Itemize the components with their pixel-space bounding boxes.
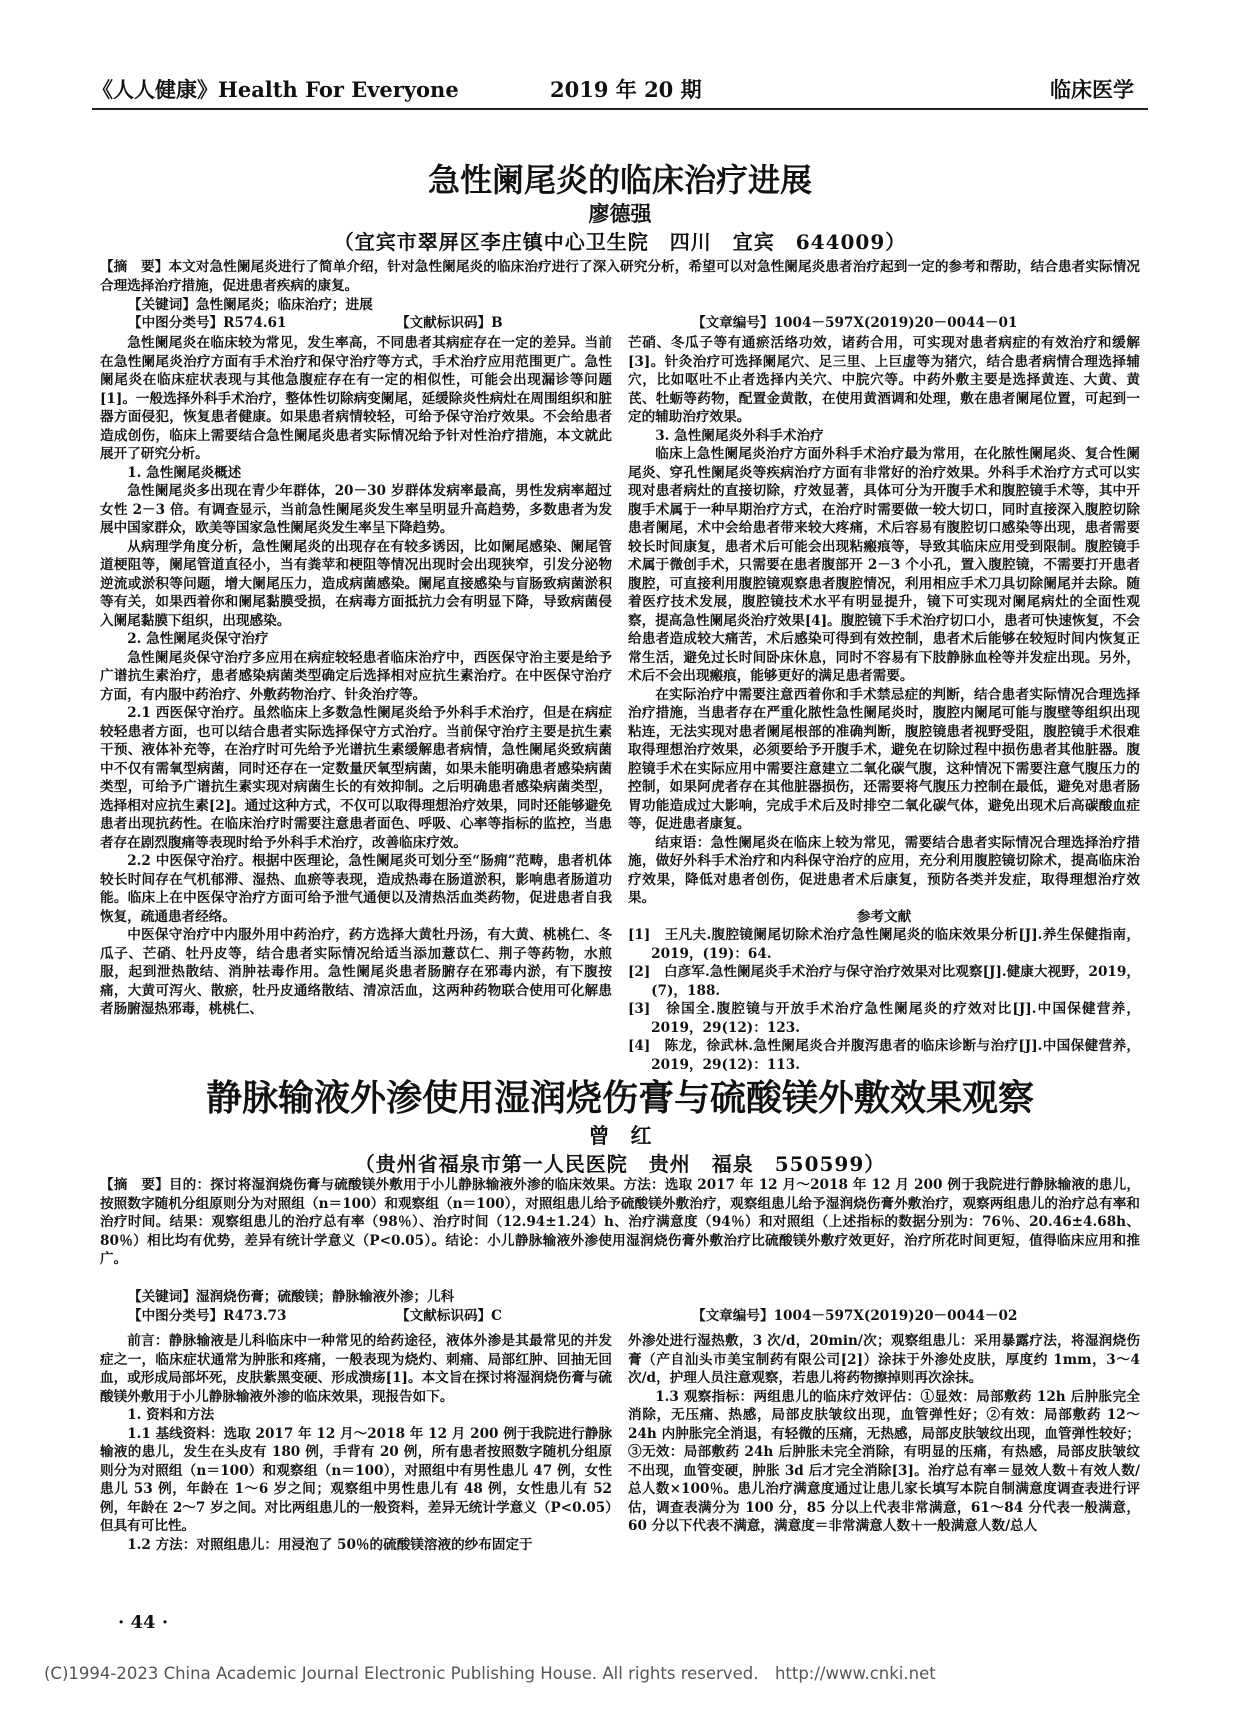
article2-affiliation: （贵州省福泉市第一人民医院 贵州 福泉 550599） — [354, 1152, 886, 1176]
paragraph: 临床上急性阑尾炎治疗方面外科手术治疗最为常用，在化脓性阑尾炎、复合性阑尾炎、穿孔性阑尾炎等疾病治疗方面有非常好的治疗效果。外科手术治疗方式可以实现对患者病灶的直接切除，疗效显著，具体可分为开腹手术和腹腔镜手术等，其中开腹手术属于一种早期治疗方式，在治疗时需要做一较大切口，同时直接深入腹腔切除患者阑尾，术中会给患者带来较大疼痛，术后容易有腹腔切口感染等出现，患者需要较长时间康复，患者术后可能会出现粘瘢痕等，导致其临床应用受到限制。腹腔镜手术属于微创手术，只需要在患者腹部开 2－3 个小孔，置入腹腔镜，不需要打开患者腹腔，可直接利用腹腔镜观察患者腹腔情况，利用相应手术刀具切除阑尾并去除。随着医疗技术发展，腹腔镜技术水平有明显提升，镜下可实现对阑尾病灶的全面性观察，提高急性阑尾炎治疗效果[4]。腹腔镜下手术治疗切口小，患者可快速恢复，不会给患者造成较大痛苦，术后感染可得到有效控制，患者术后能够在较短时间内恢复正常生活，避免过长时间卧床休息，同时不容易有下肢静脉血栓等并发症出现。另外，术后不会出现瘢痕，能够更好的满足患者需要。 — [628, 446, 1140, 684]
article2-right-column — [628, 1332, 1140, 1536]
page-number: · 44 · — [118, 1612, 169, 1633]
article1-left-column — [100, 334, 612, 1019]
paragraph: 1.3 观察指标：两组患儿的临床疗效评估：①显效：局部敷药 12h 后肿胀完全消除，无压痛、热感，局部皮肤皱纹出现，血管弹性好；②有效：局部敷药 12～24h 内肿胀完全消退，有轻微的压痛，无热感，局部皮肤皱纹出现，血管弹性较好；③无效：局部敷药 24h 后肿胀未完全消除，有明显的压痛，有热感，局部皮肤皱纹不出现，血管变硬，肿胀 3d 后才完全消除[3]。治疗总有率＝显效人数＋有效人数/总人数×100％。患儿治疗满意度通过让患儿家长填写本院自制满意度调查表进行评估，调查表满分为 100 分，85 分以上代表非常满意，61～84 分代表一般满意，60 分以下代表不满意，满意度＝非常满意人数＋一般满意人数/总人 — [628, 1388, 1140, 1534]
paragraph: 芒硝、冬瓜子等有通瘀活络功效，诸药合用，可实现对患者病症的有效治疗和缓解[3]。针灸治疗可选择阑尾穴、足三里、上巨虚等为猪穴，结合患者病情合理选择辅穴，比如呕吐不止者选择内关穴、中脘穴等。中药外敷主要是选择黄连、大黄、黄芪、牡蛎等药物，配置金黄散，在使用黄酒调和处理，敷在患者阑尾位置，可起到一定的辅助治疗效果。 — [628, 335, 1140, 425]
article1-author: 廖德强 — [588, 201, 652, 226]
paragraph: 外渗处进行湿热敷，3 次/d，20min/次；观察组患儿：采用暴露疗法，将湿润烧伤膏（产自汕头市美宝制药有限公司[2]）涂抹于外渗处皮肤，厚度约 1mm，3～4 次/d，护理人员注意观察，若患儿将药物擦掉则再次涂抹。 — [628, 1333, 1140, 1386]
article2-keywords: 【关键词】湿润烧伤膏；硫酸镁；静脉输液外渗；儿科 — [128, 1289, 455, 1305]
article2-author: 曾 红 — [588, 1123, 652, 1148]
reference-item: [2] 白彦军.急性阑尾炎手术治疗与保守治疗效果对比观察[J].健康大视野，2019，(7)，188. — [628, 964, 1140, 999]
reference-item: [1] 王凡夫.腹腔镜阑尾切除术治疗急性阑尾炎的临床效果分析[J].养生保健指南，2019，(19)：64. — [628, 927, 1140, 962]
section-heading: 2. 急性阑尾炎保守治疗 — [127, 631, 269, 647]
section-heading: 1. 急性阑尾炎概述 — [127, 464, 242, 481]
paragraph: 在实际治疗中需要注意西着你和手术禁忌症的判断，结合患者实际情况合理选择治疗措施，当患者存在严重化脓性急性阑尾炎时，腹腔内阑尾可能与腹壁等组织出现粘连，无法实现对患者阑尾根部的准确判断，腹腔镜患者视野受阻，腹腔镜手术很难取得理想治疗效果，必须要给予开腹手术，避免在切除过程中损伤患者其他脏器。腹腔镜手术在实际应用中需要注意建立二氧化碳气腹，这种情况下需要注意气腹压力的控制，如果阿虎者存在其他脏器损伤，还需要将气腹压力控制在最低，避免对患者肠胃功能造成过大影响，完成手术后及时排空二氧化碳气体，避免出现术后高碳酸血症等，促进患者康复。 — [628, 686, 1140, 832]
article1-abstract — [100, 258, 1140, 295]
article1-keywords: 【关键词】急性阑尾炎；临床治疗；进展 — [128, 297, 373, 313]
section-label: 临床医学 — [1050, 77, 1134, 102]
paragraph: 2.2 中医保守治疗。根据中医理论，急性阑尾炎可划分至“肠痈”范畴，患者机体较长时间存在气机郁滞、湿热、血瘀等表现，造成热毒在肠道淤积，影响患者肠道功能。临床上在中医保守治疗方面可给予泄气通便以及清热活血类药物，促进患者自我恢复，疏通患者经络。 — [100, 853, 612, 925]
paragraph: 急性阑尾炎保守治疗多应用在病症较轻患者临床治疗中，西医保守治主要是给予广谱抗生素治疗，患者感染病菌类型确定后选择相对应抗生素治疗。在中医保守治疗方面，有内服中药治疗、外敷药物治疗、针灸治疗等。 — [100, 649, 612, 703]
abstract-label: 【摘 要】 — [100, 259, 169, 275]
article2-left-column — [100, 1332, 612, 1554]
paragraph: 急性阑尾炎多出现在青少年群体，20－30 岁群体发病率最高，男性发病率超过女性 2－3 倍。有调查显示，当前急性阑尾炎发生率呈明显升高趋势，多数患者为发展中国家群众，欧美等国家急性阑尾炎发生率呈下降趋势。 — [100, 483, 612, 536]
article1-classification: 【中图分类号】R574.61 【文献标识码】B 【文章编号】1004－597X(2019)20－0044－01 — [128, 315, 1018, 331]
issue-label: 2019 年 20 期 — [550, 77, 702, 102]
section-heading: 3. 急性阑尾炎外科手术治疗 — [655, 427, 824, 444]
article1-affiliation: （宜宾市翠屏区李庄镇中心卫生院 四川 宜宾 644009） — [333, 230, 907, 254]
reference-item: [4] 陈龙，徐武林.急性阑尾炎合并腹泻患者的临床诊断与治疗[J].中国保健营养，2019，29(12)：113. — [628, 1038, 1140, 1073]
article2-title: 静脉输液外渗使用湿润烧伤膏与硫酸镁外敷效果观察 — [205, 1078, 1034, 1119]
paragraph: 急性阑尾炎在临床较为常见，发生率高，不同患者其病症存在一定的差异。当前在急性阑尾炎治疗方面有手术治疗和保守治疗等方式，手术治疗应用范围更广。急性阑尾炎在临床症状表现与其他急腹症存在有一定的相似性，可能会出现漏诊等问题[1]。一般选择外科手术治疗，整体性切除病变阑尾，延缓除炎性病灶在周围组织和脏器方面侵犯，恢复患者健康。如果患者病情较轻，可给予保守治疗效果。不会给患者造成创伤，临床上需要结合急性阑尾炎患者实际情况给予针对性治疗措施，本文就此展开了研究分析。 — [100, 335, 612, 462]
paragraph: 前言：静脉输液是儿科临床中一种常见的给药途径，液体外渗是其最常见的并发症之一，临床症状通常为肿胀和疼痛，一般表现为烧灼、刺痛、局部红肿、回抽无回血，或形成局部坏死，皮肤紫黑变硬、形成溃疡[1]。本文旨在探讨将湿润烧伤膏与硫酸镁外敷用于小儿静脉输液外渗的临床效果，现报告如下。 — [100, 1333, 612, 1405]
copyright-notice: (C)1994-2023 China Academic Journal Electronic Publishing House. All rights reserved. http://www.cnki.net — [44, 1664, 936, 1683]
abstract-text: 目的：探讨将湿润烧伤膏与硫酸镁外敷用于小儿静脉输液外渗的临床效果。方法：选取 2017 年 12 月～2018 年 12 月 200 例于我院进行静脉输液的患儿，按照数字随机分组原则分为对照组（n＝100）和观察组（n＝100），对照组患儿给予硫酸镁外敷治疗，观察组患儿给予湿润烧伤膏外敷治疗，观察两组患儿的治疗总有率和治疗时间。结果：观察组患儿的治疗总有率（98％）、治疗时间（12.94±1.24）h、治疗满意度（94％）和对照组（上述指标的数据分别为：76％、20.46±4.68h、80％）相比均有优势，差异有统计学意义（P<0.05）。结论：小儿静脉输液外渗使用湿润烧伤膏外敷治疗比硫酸镁外敷疗效更好，治疗所花时间更短，值得临床应用和推广。 — [100, 1177, 1141, 1267]
abstract-label: 【摘 要】 — [100, 1177, 169, 1193]
paragraph: 中医保守治疗中内服外用中药治疗，药方选择大黄牡丹汤，有大黄、桃桃仁、冬瓜子、芒硝、牡丹皮等，结合患者实际情况给适当添加薏苡仁、荆子等药物，水煎服，起到泄热散结、消肿祛毒作用。急性阑尾炎患者肠腑存在邪毒内淤，有下腹按痛，大黄可泻火、散瘀，牡丹皮通络散结、清凉活血，这两种药物联合使用可化解患者肠腑湿热邪毒，桃桃仁、 — [100, 927, 612, 1017]
paragraph: 从病理学角度分析，急性阑尾炎的出现存在有较多诱因，比如阑尾感染、阑尾管道梗阻等，阑尾管道直径小，当有粪苹和梗阻等情况出现时会出现狭窄，引发分泌物逆流或淤积等问题，增大阑尾压力，造成病菌感染。阑尾直接感染与盲肠致病菌淤积等有关，如果西着你和阑尾黏膜受损，在病毒方面抵抗力会有明显下降，导致病菌侵入阑尾黏膜下组织，出现感染。 — [100, 538, 612, 629]
article1-title: 急性阑尾炎的临床治疗进展 — [427, 161, 812, 199]
paragraph: 1.2 方法：对照组患儿：用浸泡了 50％的硫酸镁溶液的纱布固定于 — [127, 1536, 533, 1553]
article1-right-column — [628, 334, 1140, 1074]
references-heading: 参考文献 — [856, 908, 912, 925]
paragraph: 2.1 西医保守治疗。虽然临床上多数急性阑尾炎给予外科手术治疗，但是在病症较轻患者方面，也可以结合患者实际选择保守方式治疗。当前保守治疗主要是抗生素干预、液体补充等，在治疗时可先给予光谱抗生素缓解患者病情，急性阑尾炎致病菌中不仅有需氧型病菌，同时还存在一定数量厌氧型病菌，如果未能明确患者感染病菌类型，可给予广谱抗生素实现对病菌生长的有效抑制。之后明确患者感染病菌类型，选择相对应抗生素[2]。通过这种方式，不仅可以取得理想治疗效果，同时还能够避免患者出现抗药性。在临床治疗时需要注意患者面色、呼吸、心率等指标的监控，当患者存在剧烈腹痛等表现时给予外科手术治疗，改善临床疗效。 — [100, 705, 612, 851]
paragraph: 1.1 基线资料：选取 2017 年 12 月～2018 年 12 月 200 例于我院进行静脉输液的患儿，发生在头皮有 180 例，手背有 20 例，所有患者按照数字随机分组原则分为对照组（n＝100）和观察组（n＝100），对照组中有男性患儿 47 例，女性患儿 53 例，年龄在 1～6 岁之间；观察组中男性患儿有 48 例，女性患儿有 52 例，年龄在 2～7 岁之间。对比两组患儿的一般资料，差异无统计学意义（P<0.05）但具有可比性。 — [100, 1425, 612, 1534]
header-rule — [92, 108, 1148, 110]
article2-classification: 【中图分类号】R473.73 【文献标识码】C 【文章编号】1004－597X(2019)20－0044－02 — [128, 1308, 1018, 1324]
abstract-text: 本文对急性阑尾炎进行了简单介绍，针对急性阑尾炎的临床治疗进行了深入研究分析，希望可以对急性阑尾炎患者治疗起到一定的参考和帮助，结合患者实际情况合理选择治疗措施，促进患者疾病的康复。 — [100, 259, 1141, 294]
journal-name: 《人人健康》Health For Everyone — [92, 77, 459, 102]
reference-item: [3] 徐国全.腹腔镜与开放手术治疗急性阑尾炎的疗效对比[J].中国保健营养，2019，29(12)：123. — [628, 1001, 1140, 1036]
section-heading: 1. 资料和方法 — [127, 1407, 215, 1423]
paragraph: 结束语：急性阑尾炎在临床上较为常见，需要结合患者实际情况合理选择治疗措施，做好外科手术治疗和内科保守治疗的应用，充分利用腹腔镜切除术，提高临床治疗效果，降低对患者创伤，促进患者术后康复，预防各类并发症，取得理想治疗效果。 — [628, 834, 1140, 906]
article2-abstract — [100, 1176, 1140, 1269]
